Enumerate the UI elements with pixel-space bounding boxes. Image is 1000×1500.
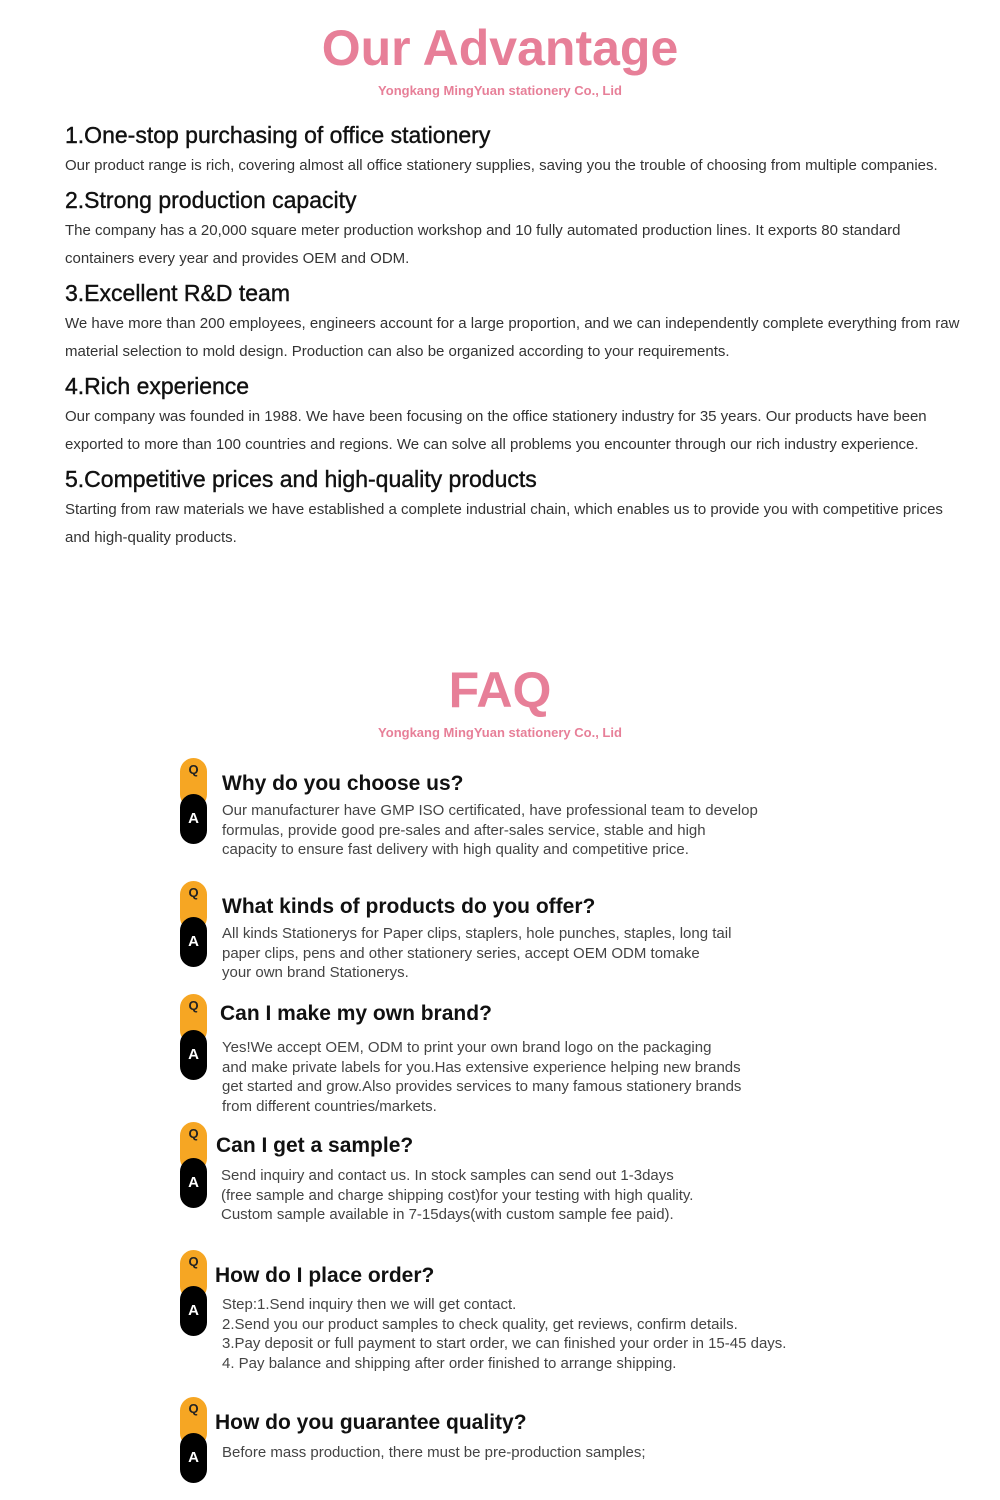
faq-question: Can I get a sample? (216, 1134, 414, 1157)
advantage-heading: 2.Strong production capacity (65, 187, 357, 213)
advantage-heading: 4.Rich experience (65, 373, 250, 399)
question-badge: Q (180, 994, 207, 1044)
faq-answer-line: get started and grow.Also provides services to many famous stationery brands (222, 1078, 742, 1095)
faq-answer-line: Step:1.Send inquiry then we will get contact. (222, 1296, 517, 1313)
faq-question: Why do you choose us? (222, 772, 464, 795)
faq-answer-line: Custom sample available in 7-15days(with custom sample fee paid). (221, 1206, 674, 1223)
advantage-text: The company has a 20,000 square meter production workshop and 10 fully automated production lines. It exports 80 standard containers every year and provides OEM and ODM. (65, 222, 901, 267)
question-badge: Q (180, 1122, 207, 1172)
advantage-text: Our product range is rich, covering almost all office stationery supplies, saving you the trouble of choosing from multiple companies. (65, 157, 938, 174)
advantage-item (65, 118, 960, 180)
faq-title: FAQ (448, 662, 552, 718)
question-badge: Q (180, 1397, 207, 1447)
faq-question: Can I make my own brand? (220, 1002, 492, 1025)
faq-answer-line: 2.Send you our product samples to check quality, get reviews, confirm details. (222, 1315, 738, 1333)
advantage-text: Our company was founded in 1988. We have been focusing on the office stationery industry for 35 years. Our products have been exported to more than 100 countries and regions. We can solve all problems you encounter through our rich industry experience. (65, 408, 927, 453)
answer-badge: A (180, 1030, 207, 1080)
faq-answer (222, 1038, 822, 1116)
qa-badge (180, 758, 207, 827)
faq-answer (222, 924, 822, 983)
faq-answer-line: 4. Pay balance and shipping after order finished to arrange shipping. (222, 1354, 677, 1372)
advantage-item (65, 462, 960, 552)
question-badge: Q (180, 1250, 207, 1300)
faq-answer-line: 3.Pay deposit or full payment to start order, we can finished your order in 15-45 days. (222, 1335, 787, 1352)
faq-answer-line: and make private labels for you.Has extensive experience helping new brands (222, 1058, 741, 1076)
faq-answer (221, 1166, 821, 1225)
qa-badge (180, 1397, 207, 1466)
faq-question: How do I place order? (215, 1264, 435, 1287)
answer-badge: A (180, 794, 207, 844)
faq-answer (222, 801, 822, 860)
qa-badge (180, 1250, 207, 1319)
faq-answer (222, 1443, 822, 1463)
answer-badge: A (180, 917, 207, 967)
advantage-item (65, 369, 960, 459)
faq-answer-line: from different countries/markets. (222, 1097, 437, 1115)
advantage-list (65, 118, 960, 555)
faq-answer-line: Before mass production, there must be pre-production samples; (222, 1444, 646, 1461)
question-badge: Q (180, 758, 207, 808)
advantage-heading: 1.One-stop purchasing of office stationery (65, 122, 491, 148)
faq-answer-line: Our manufacturer have GMP ISO certificated, have professional team to develop (222, 802, 758, 819)
advantage-heading: 5.Competitive prices and high-quality products (65, 466, 537, 492)
faq-answer-line: capacity to ensure fast delivery with high quality and competitive price. (222, 841, 689, 858)
faq-answer-line: your own brand Stationerys. (222, 964, 409, 981)
qa-badge (180, 881, 207, 950)
faq-subtitle: Yongkang MingYuan stationery Co., Lid (378, 725, 622, 740)
faq-answer-line: Yes!We accept OEM, ODM to print your own brand logo on the packaging (222, 1039, 712, 1056)
advantage-text: Starting from raw materials we have established a complete industrial chain, which enables us to provide you with competitive prices and high-quality products. (65, 501, 943, 546)
faq-question: How do you guarantee quality? (215, 1411, 527, 1434)
answer-badge: A (180, 1286, 207, 1336)
advantage-title: Our Advantage (321, 20, 679, 76)
qa-badge (180, 994, 207, 1063)
answer-badge: A (180, 1158, 207, 1208)
advantage-subtitle: Yongkang MingYuan stationery Co., Lid (378, 83, 622, 98)
faq-answer-line: paper clips, pens and other stationery series, accept OEM ODM tomake (222, 944, 700, 962)
advantage-item (65, 276, 960, 366)
faq-answer-line: formulas, provide good pre-sales and after-sales service, stable and high (222, 821, 706, 839)
faq-answer-line: Send inquiry and contact us. In stock samples can send out 1-3days (221, 1167, 674, 1184)
advantage-text: We have more than 200 employees, engineers account for a large proportion, and we can independently complete everything from raw material selection to mold design. Production can also be organized according to your requirements. (65, 315, 960, 360)
faq-question: What kinds of products do you offer? (222, 895, 596, 918)
faq-answer-line: (free sample and charge shipping cost)for your testing with high quality. (221, 1186, 694, 1204)
question-badge: Q (180, 881, 207, 931)
qa-badge (180, 1122, 207, 1191)
advantage-heading: 3.Excellent R&D team (65, 280, 290, 306)
advantage-item (65, 183, 960, 273)
faq-answer-line: All kinds Stationerys for Paper clips, staplers, hole punches, staples, long tail (222, 925, 732, 942)
faq-answer (222, 1295, 842, 1373)
answer-badge: A (180, 1433, 207, 1483)
